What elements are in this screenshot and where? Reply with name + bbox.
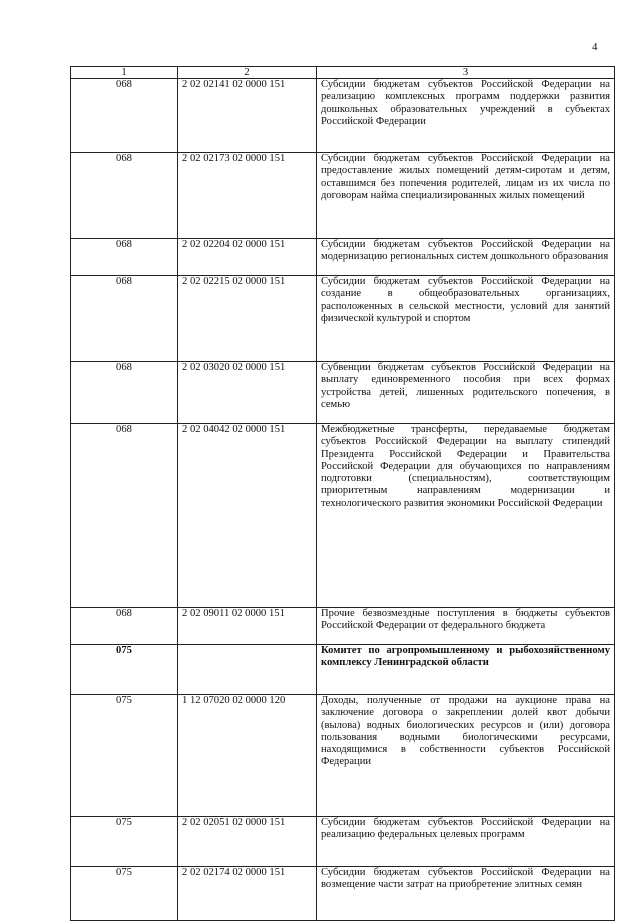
description-cell: Субвенции бюджетам субъектов Российской Федерации на выплату единовременного пособия при всех формах устройства детей, лишенных родительского попечения, в семью	[317, 362, 615, 424]
budget-code-cell: 2 02 03020 02 0000 151	[178, 362, 317, 424]
table-row	[71, 79, 615, 153]
column-header: 1	[71, 67, 178, 79]
budget-code-cell: 2 02 02204 02 0000 151	[178, 239, 317, 276]
budget-code-cell: 2 02 02141 02 0000 151	[178, 79, 317, 153]
table-row	[71, 276, 615, 362]
table-row	[71, 362, 615, 424]
table-row	[71, 153, 615, 239]
table-row	[71, 239, 615, 276]
admin-code-cell: 068	[71, 79, 178, 153]
table-row	[71, 608, 615, 645]
admin-code-cell: 068	[71, 239, 178, 276]
admin-code-cell: 075	[71, 867, 178, 921]
budget-code-cell: 2 02 09011 02 0000 151	[178, 608, 317, 645]
admin-code-cell: 075	[71, 817, 178, 867]
budget-code-cell: 1 12 07020 02 0000 120	[178, 695, 317, 817]
column-header: 2	[178, 67, 317, 79]
description-cell: Доходы, полученные от продажи на аукционе права на заключение договора о закреплении долей квот добычи (вылова) водных биологических ресурсов и (или) договора пользования водными биологическими ресурсами, находящимися в собственности субъектов Российской Федерации	[317, 695, 615, 817]
admin-code-cell: 068	[71, 608, 178, 645]
description-cell: Субсидии бюджетам субъектов Российской Федерации на модернизацию региональных систем дошкольного образования	[317, 239, 615, 276]
description-cell: Субсидии бюджетам субъектов Российской Федерации на создание в общеобразовательных организациях, расположенных в сельской местности, условий для занятий физической культурой и спортом	[317, 276, 615, 362]
admin-code-cell: 068	[71, 424, 178, 608]
admin-code-cell: 068	[71, 276, 178, 362]
budget-code-cell	[178, 645, 317, 695]
description-cell: Субсидии бюджетам субъектов Российской Федерации на реализацию федеральных целевых программ	[317, 817, 615, 867]
budget-code-cell: 2 02 04042 02 0000 151	[178, 424, 317, 608]
table-row	[71, 424, 615, 608]
table-row	[71, 817, 615, 867]
description-cell: Субсидии бюджетам субъектов Российской Федерации на реализацию комплексных программ поддержки развития дошкольных образовательных учреждений в субъектах Российской Федерации	[317, 79, 615, 153]
budget-code-cell: 2 02 02051 02 0000 151	[178, 817, 317, 867]
budget-codes-table	[70, 66, 615, 921]
budget-code-cell: 2 02 02174 02 0000 151	[178, 867, 317, 921]
admin-code-cell: 075	[71, 645, 178, 695]
budget-code-cell: 2 02 02215 02 0000 151	[178, 276, 317, 362]
admin-code-cell: 068	[71, 362, 178, 424]
description-cell: Субсидии бюджетам субъектов Российской Федерации на возмещение части затрат на приобретение элитных семян	[317, 867, 615, 921]
column-header: 3	[317, 67, 615, 79]
page-number: 4	[592, 41, 598, 53]
description-cell: Субсидии бюджетам субъектов Российской Федерации на предоставление жилых помещений детям-сиротам и детям, оставшимся без попечения родителей, лицам из их числа по договорам найма специализированных жилых помещений	[317, 153, 615, 239]
description-cell: Комитет по агропромышленному и рыбохозяйственному комплексу Ленинградской области	[317, 645, 615, 695]
admin-code-cell: 075	[71, 695, 178, 817]
admin-code-cell: 068	[71, 153, 178, 239]
table-row	[71, 645, 615, 695]
description-cell: Межбюджетные трансферты, передаваемые бюджетам субъектов Российской Федерации на выплату стипендий Президента Российской Федерации и Правительства Российской Федерации для обучающихся по направлениям подготовки (специальностям), соответствующим приоритетным направлениям модернизации и технологического развития экономики Российской Федерации	[317, 424, 615, 608]
table-row	[71, 867, 615, 921]
budget-code-cell: 2 02 02173 02 0000 151	[178, 153, 317, 239]
table-header-row	[71, 67, 615, 79]
table-row	[71, 695, 615, 817]
description-cell: Прочие безвозмездные поступления в бюджеты субъектов Российской Федерации от федерального бюджета	[317, 608, 615, 645]
